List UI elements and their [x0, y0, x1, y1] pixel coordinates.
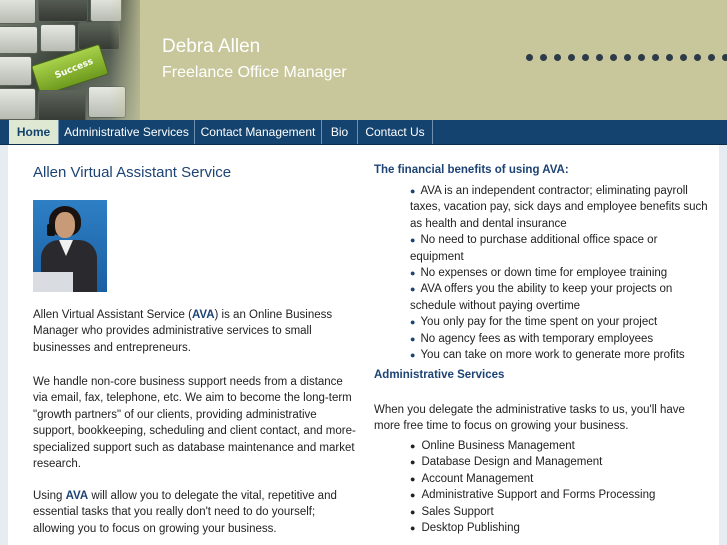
site-header: [0, 0, 727, 120]
list-item: ● No agency fees as with temporary employees: [410, 332, 654, 345]
ava-brand: AVA: [191, 309, 215, 321]
delegate-paragraph: Using AVA will allow you to delegate the vital, repetitive and essential tasks that you really don't need to do yourself; allowing you to focus on growing your business.: [33, 490, 337, 535]
benefits-heading: The financial benefits of using AVA:: [374, 164, 569, 176]
nav-item-administrative-services[interactable]: Administrative Services: [59, 120, 195, 144]
services-intro: When you delegate the administrative tasks to us, you'll have more free time to focus on growing your business.: [374, 404, 685, 433]
list-item: ● Desktop Publishing: [410, 522, 520, 535]
list-item: ● Administrative Support and Forms Processing: [410, 489, 656, 502]
list-item: ● You only pay for the time spent on your project: [410, 316, 658, 329]
nav-item-contact-us[interactable]: Contact Us: [358, 120, 433, 144]
ava-brand: AVA: [65, 490, 89, 502]
list-item: ● Account Management: [410, 472, 534, 485]
list-item: ● You can take on more work to generate more profits: [410, 349, 685, 362]
site-owner-name: Debra Allen: [162, 36, 261, 57]
list-item: ● AVA offers you the ability to keep your projects on schedule without paying overtime: [410, 283, 673, 312]
success-key-label: Success: [53, 56, 95, 82]
services-heading: Administrative Services: [374, 369, 505, 381]
intro-paragraph: Allen Virtual Assistant Service (AVA) is an Online Business Manager who provides administrative services to small businesses and entrepreneurs.: [33, 309, 333, 354]
support-paragraph: We handle non-core business support needs from a distance via email, fax, telephone, etc. We aim to become the long-term "growth partners" of our clients, providing administrative support, bookkeeping, scheduling and client contact, and more-specialized support such as database maintenance and market research.: [33, 376, 356, 471]
list-item: ● Online Business Management: [410, 440, 575, 452]
benefits-list: [410, 183, 710, 363]
list-item: ● AVA is an independent contractor; eliminating payroll taxes, vacation pay, sick days and employee benefits such as health and dental insurance: [410, 185, 708, 230]
services-list: [410, 438, 655, 536]
nav-item-bio[interactable]: Bio: [322, 120, 358, 144]
nav-item-contact-management[interactable]: Contact Management: [195, 120, 322, 144]
nav-item-home[interactable]: Home: [9, 120, 59, 144]
page-title: Allen Virtual Assistant Service: [33, 164, 232, 181]
list-item: ● No need to purchase additional office space or equipment: [410, 234, 658, 263]
list-item: ● No expenses or down time for employee training: [410, 267, 668, 280]
list-item: ● Sales Support: [410, 505, 494, 518]
dots-decoration: [522, 54, 727, 64]
assistant-photo: [33, 200, 107, 292]
site-tagline: Freelance Office Manager: [162, 64, 347, 81]
main-nav: [0, 120, 727, 145]
list-item: ● Database Design and Management: [410, 456, 603, 469]
